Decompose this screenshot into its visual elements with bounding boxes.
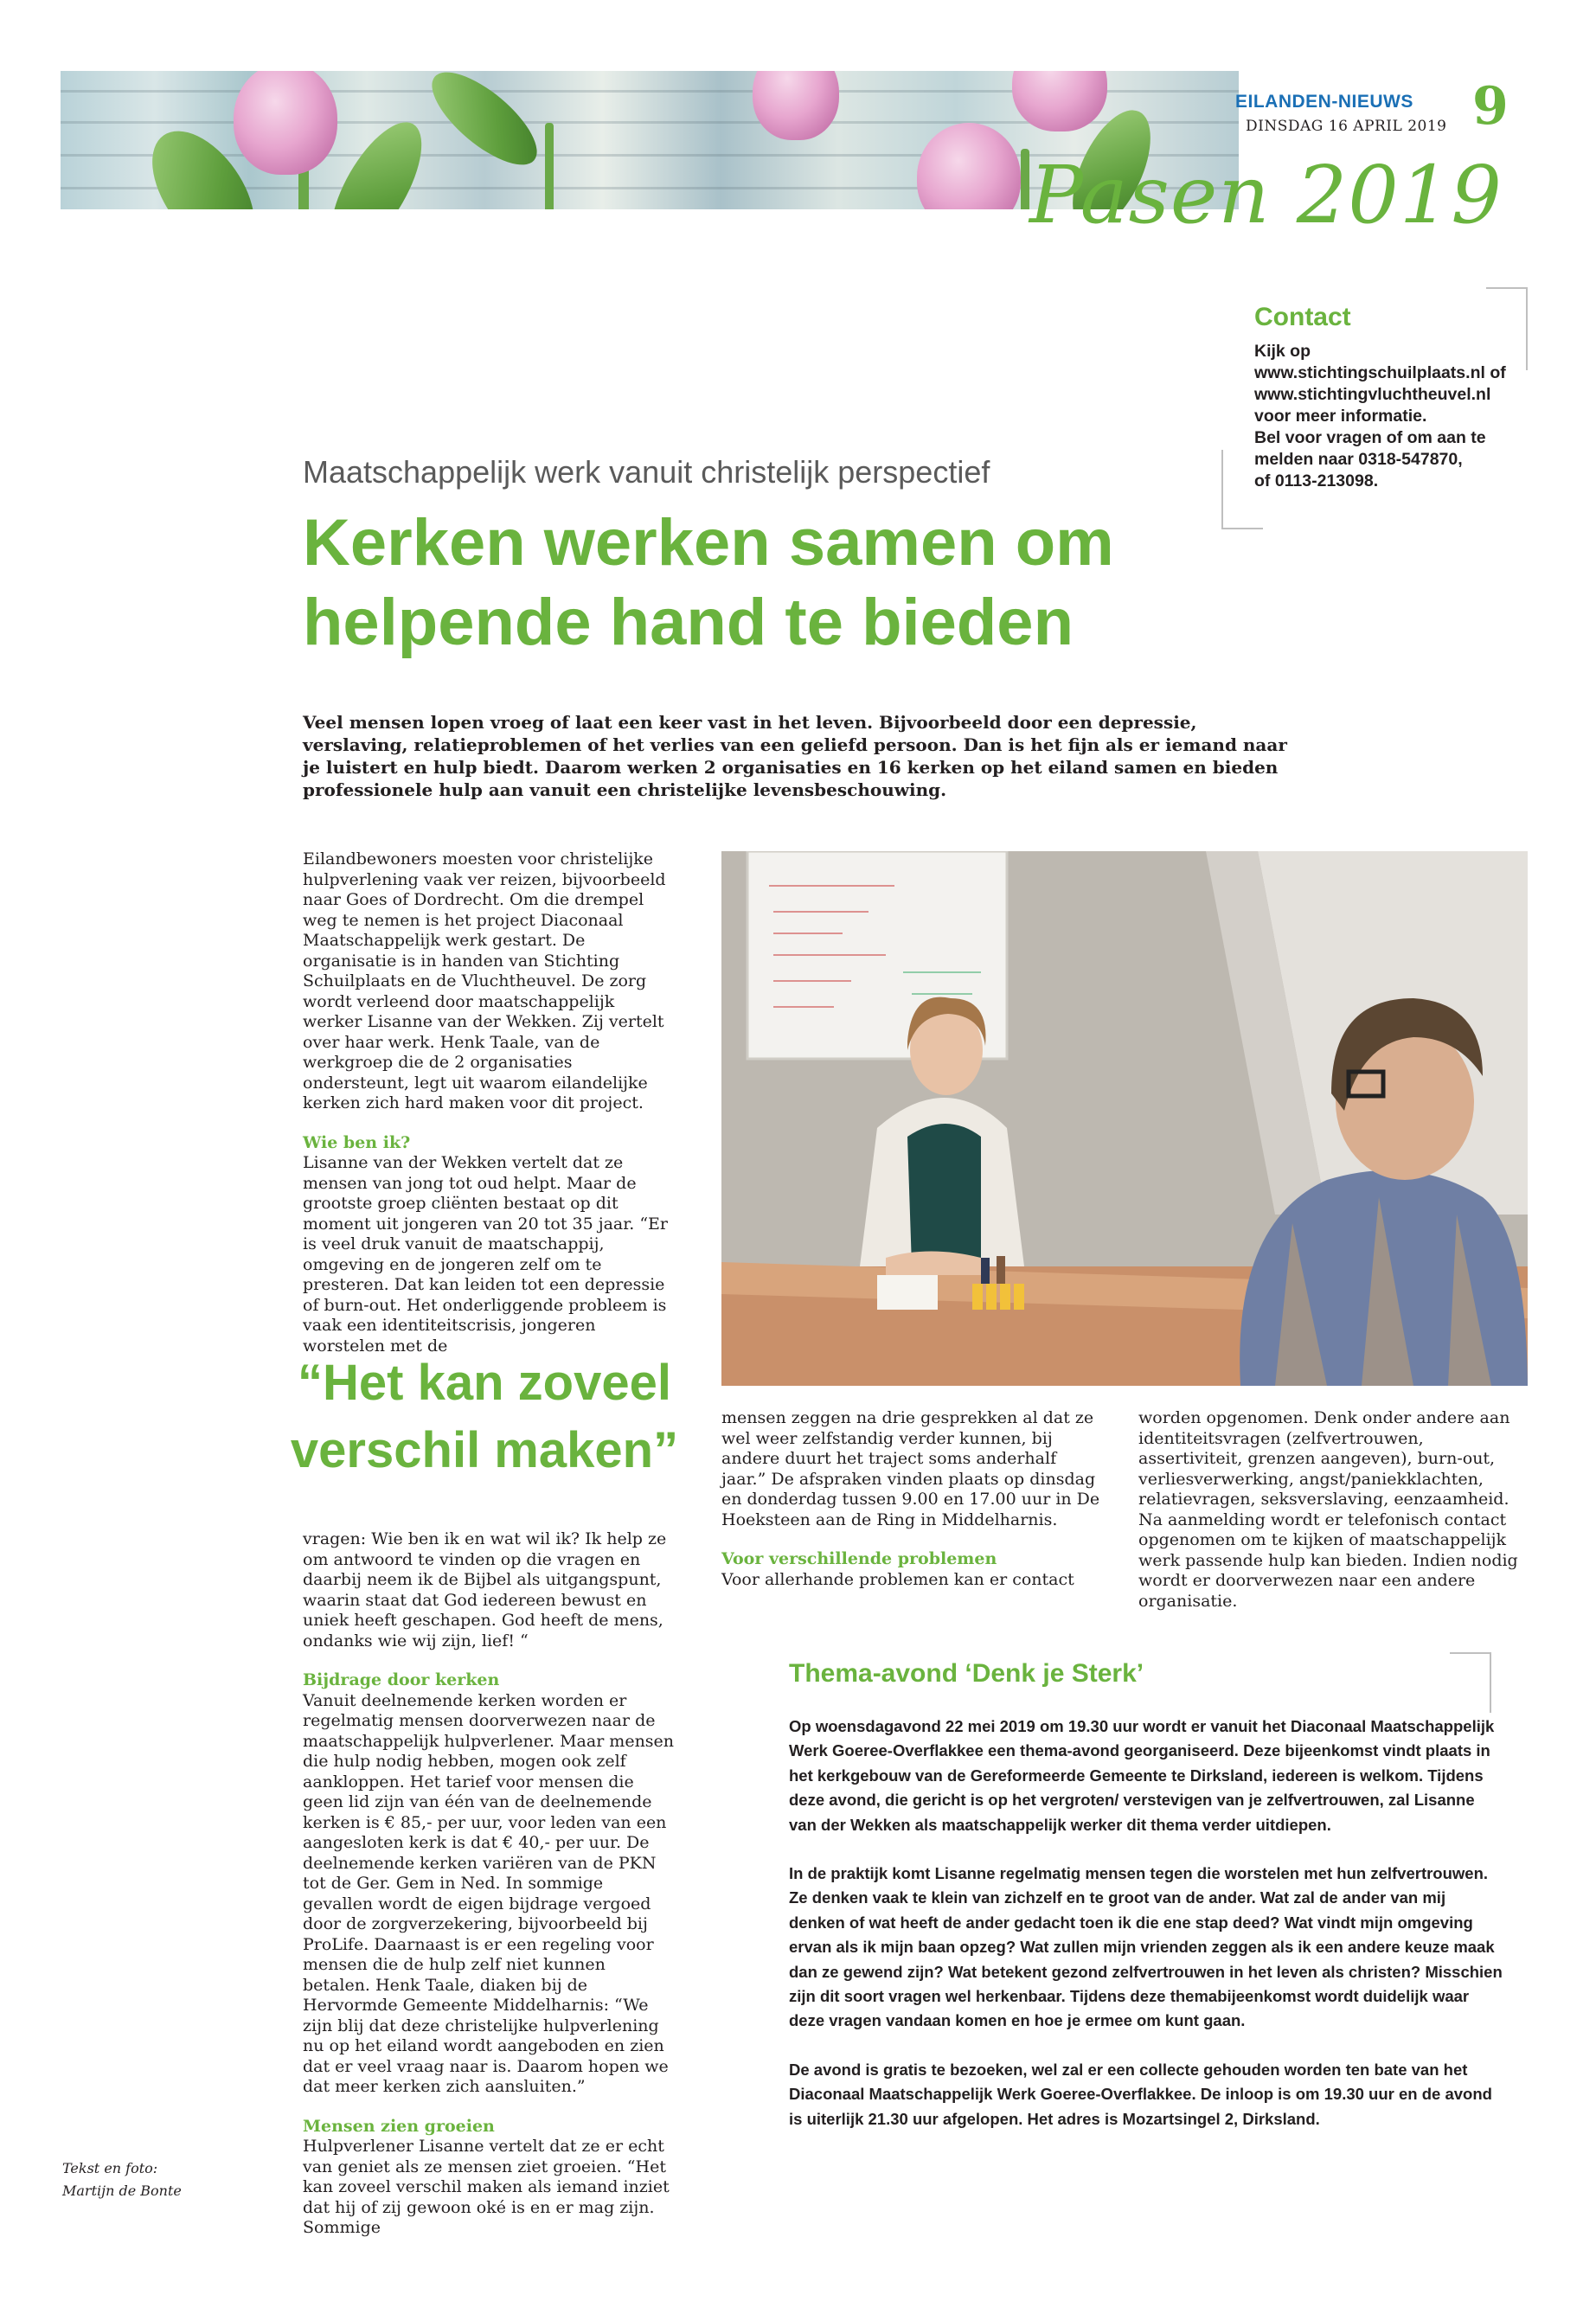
section-title: Pasen 2019 bbox=[1029, 149, 1503, 241]
contact-link[interactable]: www.stichtingschuilplaats.nl of bbox=[1254, 363, 1506, 382]
page-number: 9 bbox=[1472, 76, 1509, 137]
publication-date: DINSDAG 16 APRIL 2019 bbox=[1246, 118, 1447, 135]
contact-link[interactable]: www.stichtingvluchtheuvel.nl bbox=[1254, 385, 1491, 404]
paragraph: Vanuit deelnemende kerken worden er regelmatig mensen doorverwezen naar de maatschappelijk hulpverlener. Maar mensen die hulp nodig hebben, mogen ook zelf aankloppen. Het tarief voor mensen die geen lid zijn van één van de deelnemende kerken is € 85,- per uur, voor leden van een aangesloten kerk is dat € 40,- per uur. De deelnemende kerken variëren van de PKN tot de Ger. Gem in Ned. In sommige gevallen wordt de eigen bijdrage vergoed door de zorgverzekering, bijvoorbeeld bij ProLife. Daarnaast is er een regeling voor mensen die de hulp zelf niet kunnen betalen. Henk Taale, diaken bij de Hervormde Gemeente Middelharnis: “We zijn blij dat deze christelijke hulpverlening nu op het eiland wordt aangeboden en zien dat er veel vraag naar is. Daarom hopen we dat meer kerken zich aansluiten.” bbox=[303, 1690, 675, 2096]
credit-label: Tekst en foto: bbox=[62, 2160, 158, 2176]
paragraph: worden opgenomen. Denk onder andere aan identiteitsvragen (zelfvertrouwen, assertiviteit, grenzen aangeven), burn-out, verliesverwerking, angst/paniekklachten, relatievragen, seksverslaving, eenzaamheid. Na aanmelding wordt er telefonisch contact opgenomen om te kijken of maatschappelijk werk passende hulp kan bieden. Indien nodig wordt er doorverwezen naar een andere organisatie. bbox=[1138, 1408, 1518, 1611]
contact-line: of 0113-213098. bbox=[1254, 471, 1379, 490]
subheading: Wie ben ik? bbox=[303, 1132, 411, 1152]
subheading: Bijdrage door kerken bbox=[303, 1670, 500, 1689]
contact-body bbox=[1254, 341, 1540, 492]
paragraph: Eilandbewoners moesten voor christelijke hulpverlening vaak ver reizen, bijvoorbeeld naar Goes of Dordrecht. Om die drempel weg te nemen is het project Diaconaal Maatschappelijk werk gestart. De organisatie is in handen van Stichting Schuilplaats en de Vluchtheuvel. De zorg wordt verleend door maatschappelijk werker Lisanne van der Wekken. Zij vertelt over haar werk. Henk Taale, van de werkgroep die de 2 organisaties ondersteunt, legt uit waarom eilandelijke kerken zich hard maken voor dit project. bbox=[303, 849, 666, 1112]
article-kicker: Maatschappelijk werk vanuit christelijk perspectief bbox=[303, 454, 990, 490]
credit-name: Martijn de Bonte bbox=[62, 2182, 182, 2199]
contact-line: voor meer informatie. bbox=[1254, 407, 1427, 426]
pull-quote: “Het kan zoveel verschil maken” bbox=[290, 1355, 679, 1478]
article-intro: Veel mensen lopen vroeg of laat een keer vast in het leven. Bijvoorbeeld door een depressie, verslaving, relatieproblemen of het verlies van een geliefd persoon. Dan is het fijn als er iemand naar je luistert en hulp biedt. Daarom werken 2 organisaties en 16 kerken op het eiland samen en bieden professionele hulp aan vanuit een christelijke levensbeschouwing. bbox=[303, 712, 1287, 800]
box-bracket-top bbox=[1450, 1652, 1491, 1713]
photo-illustration bbox=[721, 851, 1528, 1386]
article-column-1-top bbox=[303, 849, 676, 1356]
paragraph: vragen: Wie ben ik en wat wil ik? Ik help ze om antwoord te vinden op die vragen en daarbij neem ik de Bijbel als uitgangspunt, waarin staat dat God iedereen bewust en uniek heeft geschapen. God heeft de mens, ondanks wie wij zijn, lief! “ bbox=[303, 1529, 667, 1650]
paragraph: mensen zeggen na drie gesprekken al dat ze wel weer zelfstandig verder kunnen, bij andere duurt het traject soms anderhalf jaar.” De afspraken vinden plaats op dinsdag en donderdag tussen 9.00 en 17.00 uur in De Hoeksteen aan de Ring in Middelharnis. bbox=[721, 1408, 1100, 1529]
contact-heading: Contact bbox=[1254, 303, 1351, 331]
contact-line: Bel voor vragen of om aan te bbox=[1254, 428, 1486, 447]
contact-line: melden naar 0318-547870, bbox=[1254, 450, 1463, 469]
box-body bbox=[789, 1715, 1503, 2131]
box-heading: Thema-avond ‘Denk je Sterk’ bbox=[789, 1659, 1144, 1688]
publication-name: EILANDEN-NIEUWS bbox=[1235, 92, 1413, 112]
box-paragraph: Op woensdagavond 22 mei 2019 om 19.30 uur wordt er vanuit het Diaconaal Maatschappelijk Werk Goeree-Overflakkee een thema-avond georganiseerd. Deze bijeenkomst vindt plaats in het kerkgebouw van de Gereformeerde Gemeente te Dirksland, iedereen is welkom. Tijdens deze avond, die gericht is op het vergroten/ verstevigen van je zelfvertrouwen, zal Lisanne van der Wekken als maatschappelijk werker dit thema verder uitdiepen. bbox=[789, 1717, 1495, 1834]
article-column-3 bbox=[1138, 1408, 1526, 1612]
article-column-1-bottom bbox=[303, 1529, 676, 2239]
photo-credit bbox=[62, 2157, 182, 2202]
article-headline: Kerken werken samen om helpende hand te bieden bbox=[303, 506, 1114, 659]
article-column-2 bbox=[721, 1408, 1102, 1590]
paragraph: Voor allerhande problemen kan er contact bbox=[721, 1569, 1074, 1589]
paragraph: Lisanne van der Wekken vertelt dat ze mensen van jong tot oud helpt. Maar de grootste groep cliënten bestaat op dit moment uit jongeren van 20 tot 35 jaar. “Er is veel druk vanuit de maatschappij, omgeving en de jongeren zelf om te presteren. Dat kan leiden tot een depressie of burn-out. Het onderliggende probleem is vaak een identiteitscrisis, jongeren worstelen met de bbox=[303, 1153, 668, 1356]
contact-line: Kijk op bbox=[1254, 342, 1311, 361]
subheading: Voor verschillende problemen bbox=[721, 1549, 997, 1568]
subheading: Mensen zien groeien bbox=[303, 2116, 495, 2136]
article-photo bbox=[721, 851, 1528, 1386]
box-paragraph: In de praktijk komt Lisanne regelmatig mensen tegen die worstelen met hun zelfvertrouwen. Ze denken vaak te klein van zichzelf en te groot van de ander. Wat zal de ander van mij denken of wat heeft de ander gedacht toen ik die ene stap deed? Wat vindt mijn omgeving ervan als ik mijn baan opzeg? Wat zullen mijn vrienden zeggen als ik een andere keuze maak dan ze gewend zijn? Wat betekent gezond zelfvertrouwen in het leven als christen? Misschien zijn dit soort vragen wel herkenbaar. Tijdens deze themabijeenkomst wordt duidelijk waar deze vragen vandaan komen en hoe je ermee om kunt gaan. bbox=[789, 1864, 1503, 2030]
paragraph: Hulpverlener Lisanne vertelt dat ze er echt van geniet als ze mensen ziet groeien. “Het kan zoveel verschil maken als iemand inziet dat hij of zij gewoon oké is en er mag zijn. Sommige bbox=[303, 2137, 670, 2237]
box-paragraph: De avond is gratis te bezoeken, wel zal er een collecte gehouden worden ten bate van het Diaconaal Maatschappelijk Werk Goeree-Overflakkee. De inloop is om 19.30 uur en de avond is uiterlijk 21.30 uur afgelopen. Het adres is Mozartsingel 2, Dirksland. bbox=[789, 2060, 1492, 2128]
